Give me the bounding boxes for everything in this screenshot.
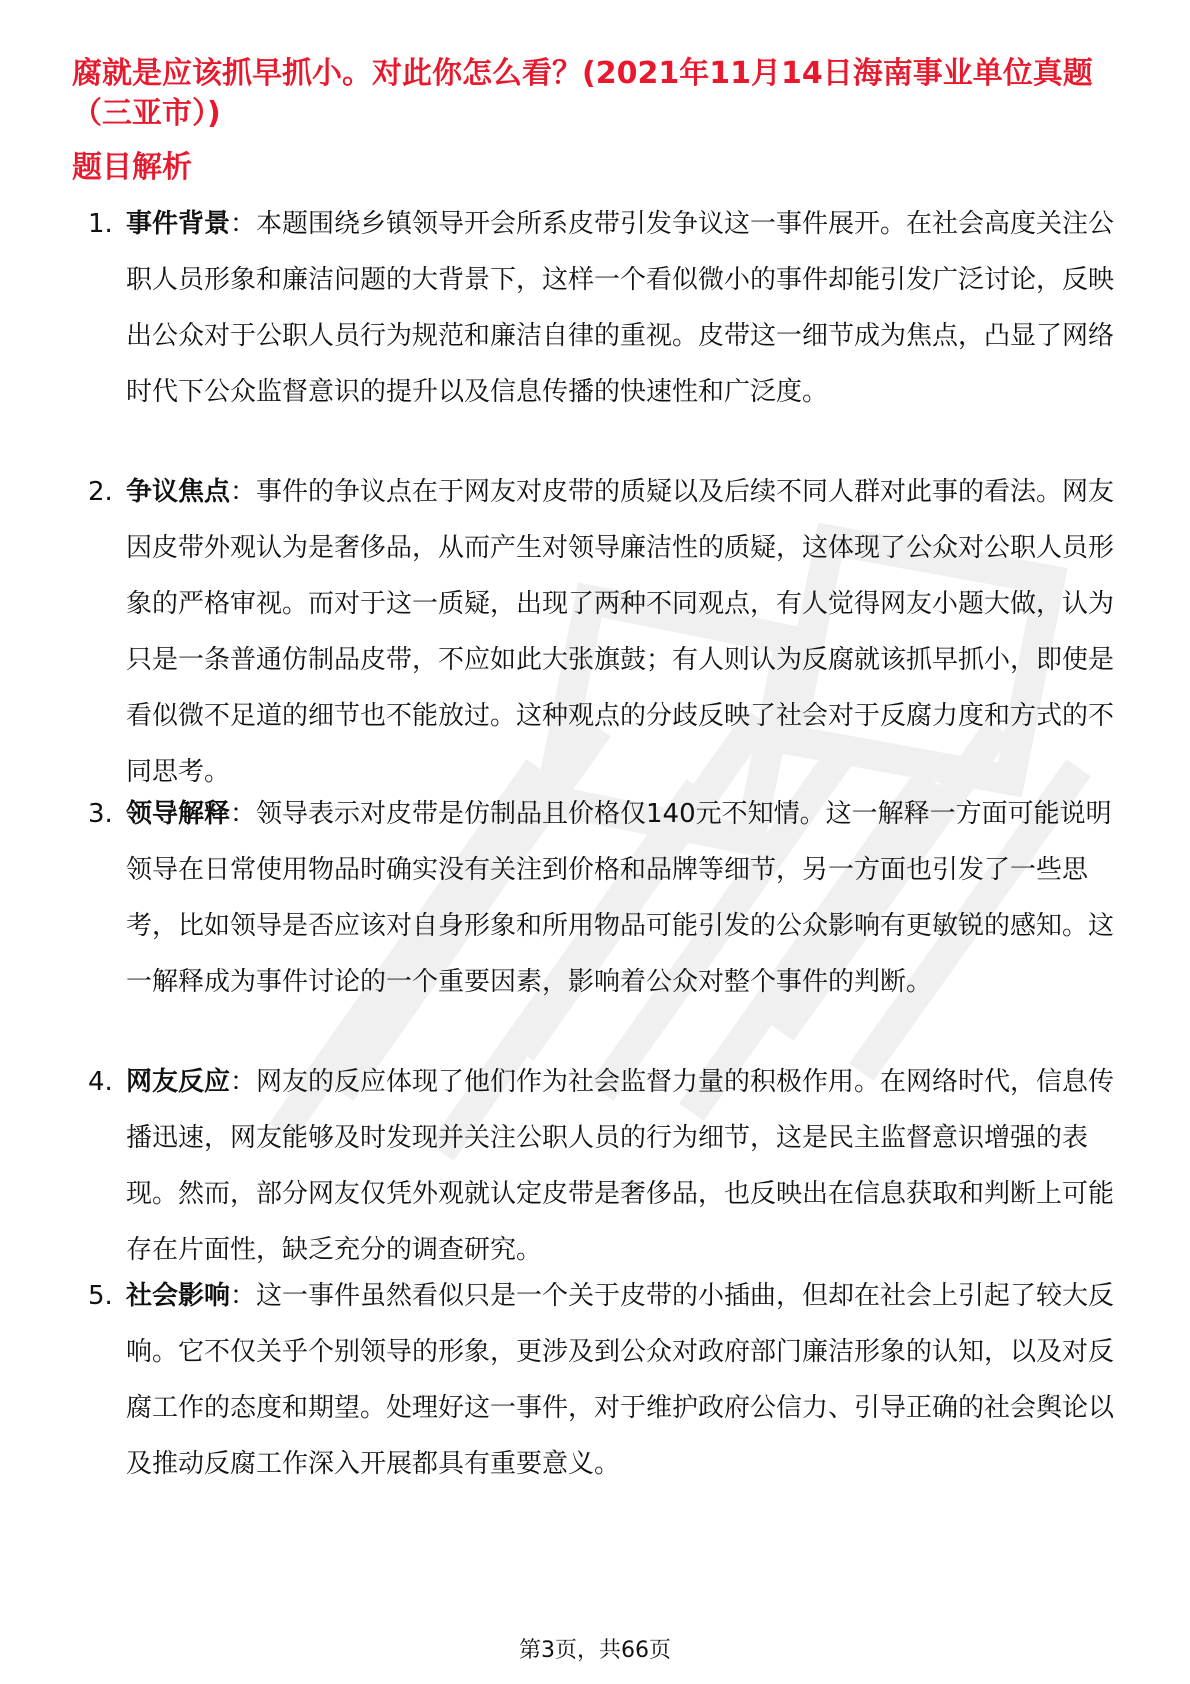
item-label: 领导解释 <box>126 799 231 829</box>
item-number: 5. <box>88 1281 113 1311</box>
item-body <box>126 786 1116 1010</box>
item-label: 社会影响 <box>126 1281 231 1311</box>
item-number: 1. <box>88 209 113 239</box>
item-label: 事件背景 <box>126 209 231 239</box>
item-number: 3. <box>88 799 113 829</box>
item-body <box>126 464 1116 800</box>
item-number: 2. <box>88 477 113 507</box>
item-number: 4. <box>88 1067 113 1097</box>
item-body <box>126 1268 1116 1492</box>
item-text: ：本题围绕乡镇领导开会所系皮带引发争议这一事件展开。在社会高度关注公职人员形象和廉洁问题的大背景下，这样一个看似微小的事件却能引发广泛讨论，反映出公众对于公职人员行为规范和廉洁自律的重视。皮带这一细节成为焦点，凸显了网络时代下公众监督意识的提升以及信息传播的快速性和广泛度。 <box>126 209 1115 407</box>
item-text: ：事件的争议点在于网友对皮带的质疑以及后续不同人群对此事的看法。网友因皮带外观认为是奢侈品，从而产生对领导廉洁性的质疑，这体现了公众对公职人员形象的严格审视。而对于这一质疑，出现了两种不同观点，有人觉得网友小题大做，认为只是一条普通仿制品皮带，不应如此大张旗鼓；有人则认为反腐就该抓早抓小，即使是看似微不足道的细节也不能放过。这种观点的分歧反映了社会对于反腐力度和方式的不同思考。 <box>126 477 1115 787</box>
page-footer: 第3页，共66页 <box>519 1638 671 1663</box>
item-label: 争议焦点 <box>126 477 231 507</box>
item-label: 网友反应 <box>126 1067 231 1097</box>
item-body <box>126 1054 1116 1278</box>
page-title: 腐就是应该抓早抓小。对此你怎么看？(2021年11月14日海南事业单位真题（三亚市）) <box>72 56 1093 131</box>
item-text: ：网友的反应体现了他们作为社会监督力量的积极作用。在网络时代，信息传播迅速，网友能够及时发现并关注公职人员的行为细节，这是民主监督意识增强的表现。然而，部分网友仅凭外观就认定皮带是奢侈品，也反映出在信息获取和判断上可能存在片面性，缺乏充分的调查研究。 <box>126 1067 1115 1265</box>
item-text: ：领导表示对皮带是仿制品且价格仅140元不知情。这一解释一方面可能说明领导在日常使用物品时确实没有关注到价格和品牌等细节，另一方面也引发了一些思考，比如领导是否应该对自身形象和所用物品可能引发的公众影响有更敏锐的感知。这一解释成为事件讨论的一个重要因素，影响着公众对整个事件的判断。 <box>126 799 1115 997</box>
item-body <box>126 196 1116 420</box>
section-heading: 题目解析 <box>72 150 192 185</box>
item-text: ：这一事件虽然看似只是一个关于皮带的小插曲，但却在社会上引起了较大反响。它不仅关乎个别领导的形象，更涉及到公众对政府部门廉洁形象的认知，以及对反腐工作的态度和期望。处理好这一事件，对于维护政府公信力、引导正确的社会舆论以及推动反腐工作深入开展都具有重要意义。 <box>126 1281 1115 1479</box>
